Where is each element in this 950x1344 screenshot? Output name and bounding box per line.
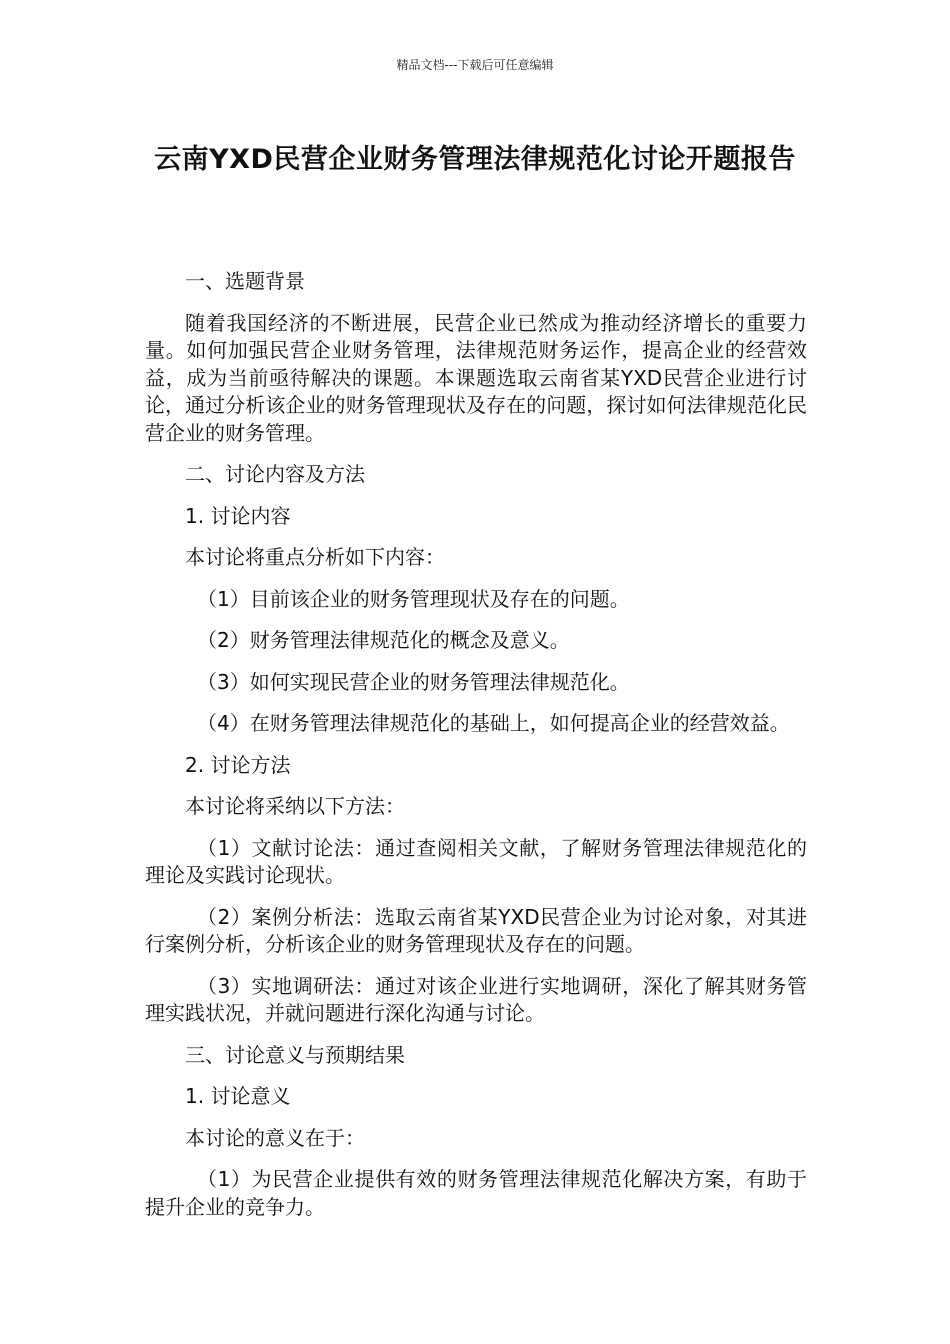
paragraph-significance-intro: 本讨论的意义在于：: [185, 1125, 365, 1150]
paragraph-method-intro: 本讨论将采纳以下方法：: [185, 794, 405, 818]
list-item-content-4: （4）在财务管理法律规范化的基础上，如何提高企业的经营效益。: [197, 711, 790, 735]
list-item-significance-1: （1）为民营企业提供有效的财务管理法律规范化解决方案，有助于提升企业的竞争力。: [145, 1167, 807, 1219]
list-item-content-3: （3）如何实现民营企业的财务管理法律规范化。: [197, 669, 630, 694]
section-heading-significance: 三、讨论意义与预期结果: [185, 1042, 405, 1067]
paragraph-background: 随着我国经济的不断进展，民营企业已然成为推动经济增长的重要力量。如何加强民营企业财务管理，法律规范财务运作，提高企业的经营效益，成为当前亟待解决的课题。本课题选取云南省某YXD民营企业进行讨论，通过分析该企业的财务管理现状及存在的问题，探讨如何法律规范化民营企业的财务管理。: [145, 310, 807, 445]
subheading-content: 1. 讨论内容: [185, 503, 291, 528]
subheading-method: 2. 讨论方法: [185, 752, 291, 777]
list-item-content-1: （1）目前该企业的财务管理现状及存在的问题。: [197, 586, 630, 611]
paragraph-content-intro: 本讨论将重点分析如下内容：: [185, 545, 445, 569]
list-item-method-1: （1）文献讨论法：通过查阅相关文献，了解财务管理法律规范化的理论及实践讨论现状。: [145, 835, 807, 887]
section-heading-content-method: 二、讨论内容及方法: [185, 462, 365, 486]
list-item-content-2: （2）财务管理法律规范化的概念及意义。: [197, 628, 570, 652]
document-body: [145, 268, 807, 1235]
subheading-significance: 1. 讨论意义: [185, 1084, 291, 1108]
list-item-method-3: （3）实地调研法：通过对该企业进行实地调研，深化了解其财务管理实践状况，并就问题进行深化沟通与讨论。: [145, 973, 807, 1025]
document-title: 云南YXD民营企业财务管理法律规范化讨论开题报告: [154, 144, 796, 175]
section-heading-background: 一、选题背景: [185, 269, 305, 293]
list-item-method-2: （2）案例分析法：选取云南省某YXD民营企业为讨论对象，对其进行案例分析，分析该企业的财务管理现状及存在的问题。: [145, 904, 807, 956]
header-note: 精品文档---下载后可任意编辑: [396, 58, 554, 72]
